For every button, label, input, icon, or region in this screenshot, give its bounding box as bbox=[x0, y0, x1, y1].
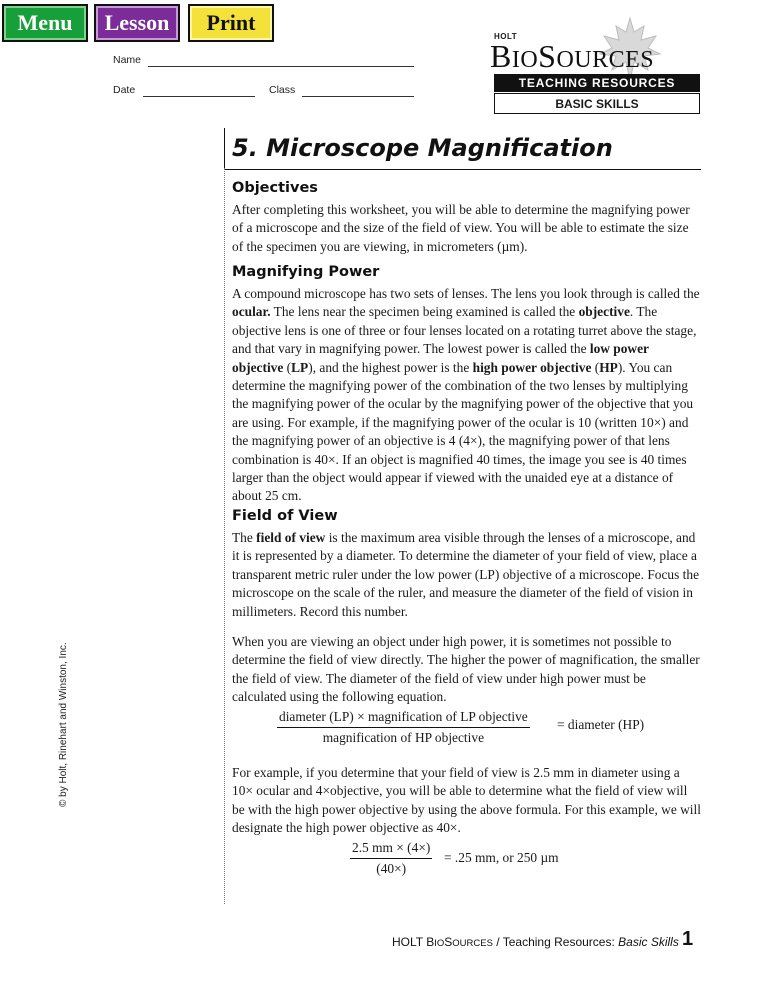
menu-button[interactable] bbox=[2, 4, 88, 42]
example-denominator: (40×) bbox=[376, 861, 407, 876]
objectives-heading: Objectives bbox=[232, 180, 318, 196]
date-label: Date bbox=[113, 84, 136, 96]
margin-dotted-rule bbox=[224, 168, 225, 904]
holt-wordmark: HOLT bbox=[494, 32, 518, 41]
magnifying-power-section bbox=[232, 264, 702, 506]
biosources-logo: BIOSOURCES bbox=[490, 38, 655, 74]
field-of-view-text: The field of view is the maximum area visible through the lenses of a microscope, and it is represented by a diameter. To determine the diameter of your field of view, place a transparent metric ruler under the low power (LP) objective of a microscope. Focus the microscope on the scale of the ruler, and measure the diameter of the field of vision in millimeters. Record this number. bbox=[232, 530, 700, 619]
class-field[interactable] bbox=[302, 96, 414, 97]
high-power-text: When you are viewing an object under high power, it is sometimes not possible to determine the field of view directly. The higher the power of magnification, the smaller the field of view. The diameter of the field of view under high power must be calculated using the following equation. bbox=[232, 634, 700, 705]
margin-rule bbox=[224, 128, 225, 168]
example-result: = .25 mm, or 250 µm bbox=[444, 850, 559, 865]
name-field[interactable] bbox=[148, 66, 414, 67]
print-button[interactable] bbox=[188, 4, 274, 42]
menu-button-label: Menu bbox=[17, 10, 73, 35]
example-section bbox=[232, 764, 702, 838]
name-label: Name bbox=[113, 54, 142, 66]
equation-numerator: diameter (LP) × magnification of LP objective bbox=[277, 709, 530, 728]
teaching-resources-banner: TEACHING RESOURCES bbox=[494, 74, 700, 92]
print-button-label: Print bbox=[206, 10, 256, 35]
equation-result: = diameter (HP) bbox=[557, 717, 645, 732]
date-field[interactable] bbox=[143, 96, 255, 97]
example-text: For example, if you determine that your field of view is 2.5 mm in diameter using a 10× ocular and 4×objective, you will be able to determine what the field of view will be with the high power objective by using the above formula. For this example, we will designate the high power objective as 40×. bbox=[232, 765, 701, 836]
magnifying-power-heading: Magnifying Power bbox=[232, 264, 380, 280]
class-label: Class bbox=[269, 84, 296, 96]
copyright-notice: © by Holt, Rinehart and Winston, Inc. bbox=[58, 642, 69, 807]
magnifying-power-text: A compound microscope has two sets of lenses. The lens you look through is called the ocular. The lens near the specimen being examined is called the objective. The objective lens is one of three or four lenses located on a rotating turret above the stage, and that vary in magnifying power. The lowest power is called the low power objective (LP), and the highest power is the high power objective (HP). You can determine the magnifying power of the combination of the two lenses by multiplying the magnifying power of the ocular by the magnifying power of the objective that you are using. For example, if the magnifying power of the ocular is 10 (written 10×) and the magnifying power of an objective is 4 (4×), the magnifying power of that lens combination is 40×. If an object is magnified 40 times, the image you see is 40 times larger than the object would appear if viewed with the unaided eye at a distance of about 25 cm. bbox=[232, 286, 700, 504]
diameter-equation bbox=[277, 709, 530, 746]
page-number: 1 bbox=[682, 928, 694, 950]
lesson-button-label: Lesson bbox=[104, 10, 170, 35]
field-of-view-heading: Field of View bbox=[232, 508, 338, 524]
lesson-button[interactable] bbox=[94, 4, 180, 42]
basic-skills-label: BASIC SKILLS bbox=[494, 93, 700, 114]
example-equation bbox=[350, 840, 432, 877]
page-title: 5. Microscope Magnification bbox=[232, 134, 613, 162]
page-footer: HOLT BIOSOURCES / Teaching Resources: Basic Skills bbox=[392, 935, 679, 949]
example-numerator: 2.5 mm × (4×) bbox=[350, 840, 432, 859]
field-of-view-section bbox=[232, 508, 702, 707]
equation-denominator: magnification of HP objective bbox=[322, 730, 485, 745]
objectives-text: After completing this worksheet, you will be able to determine the magnifying power of a microscope and the size of the field of view. You will be able to estimate the size of the specimen you are viewing, in micrometers (µm). bbox=[232, 202, 690, 254]
title-rule bbox=[225, 169, 701, 170]
objectives-section bbox=[232, 180, 702, 256]
